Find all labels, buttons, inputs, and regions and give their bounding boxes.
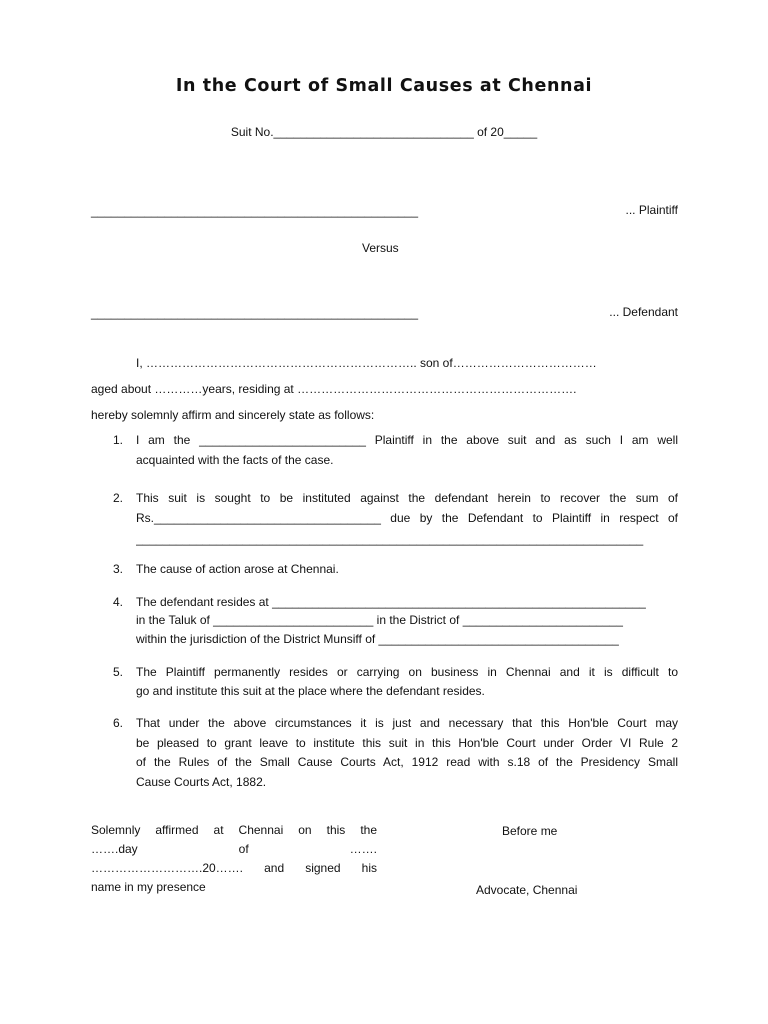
affirmation-line-2: …….day of ……. [91,842,377,856]
item-number-2: 2. [113,491,124,505]
affirmation-block [91,821,377,897]
advocate-signature-label: Advocate, Chennai [476,883,578,897]
plaintiff-name-blank: _________________________________________________ [91,204,419,218]
defendant-name-blank: _________________________________________________ [91,306,419,320]
item-number-5: 5. [113,665,124,679]
item-4-line-3: within the jurisdiction of the District Munsiff of ____________________________________ [136,632,619,646]
item-6-line-4: Cause Courts Act, 1882. [136,775,267,789]
deponent-address-line: aged about …………years, residing at ……………………………………………………………. [91,382,577,396]
item-6-line-3: of the Rules of the Small Cause Courts Act, 1912 read with s.18 of the Presidency Small [136,755,678,769]
deponent-name-line: I, ………………………………………………………….. son of……………………………… [136,356,597,370]
affirmation-line-4: name in my presence [91,880,206,894]
item-2-line-3: ____________________________________________________________________________ [136,532,644,546]
document-title: In the Court of Small Causes at Chennai [175,76,593,96]
suit-number-line: Suit No.______________________________ of 20_____ [230,125,538,139]
item-3-line-1: The cause of action arose at Chennai. [136,562,339,576]
item-4-line-2: in the Taluk of ________________________ in the District of ________________________ [136,613,623,627]
affirmation-line-1: Solemnly affirmed at Chennai on this the [91,823,377,837]
item-1-line-2: acquainted with the facts of the case. [136,453,334,467]
item-2-line-1: This suit is sought to be instituted against the defendant herein to recover the sum of [136,491,678,505]
item-number-4: 4. [113,595,124,609]
affirmation-intro-line: hereby solemnly affirm and sincerely state as follows: [91,408,375,422]
before-me-label: Before me [502,824,558,838]
item-number-1: 1. [113,433,124,447]
defendant-label: ... Defendant [609,305,678,319]
item-1-line-1: I am the _________________________ Plaintiff in the above suit and as such I am well [136,433,678,447]
plaintiff-label: ... Plaintiff [625,203,678,217]
item-5-line-2: go and institute this suit at the place where the defendant resides. [136,684,485,698]
item-5-line-1: The Plaintiff permanently resides or carrying on business in Chennai and it is difficult to [136,665,678,679]
item-2-line-2: Rs.__________________________________ due by the Defendant to Plaintiff in respect of [136,511,678,525]
item-number-6: 6. [113,716,124,730]
item-6-line-2: be pleased to grant leave to institute this suit in this Hon'ble Court under Order VI Rule 2 [136,736,678,750]
item-number-3: 3. [113,562,124,576]
affirmation-line-3: ……………………….20……. and signed his [91,861,377,875]
item-6-line-1: That under the above circumstances it is just and necessary that this Hon'ble Court may [136,716,678,730]
item-4-line-1: The defendant resides at ________________________________________________________ [136,595,646,609]
versus-label: Versus [362,241,399,255]
